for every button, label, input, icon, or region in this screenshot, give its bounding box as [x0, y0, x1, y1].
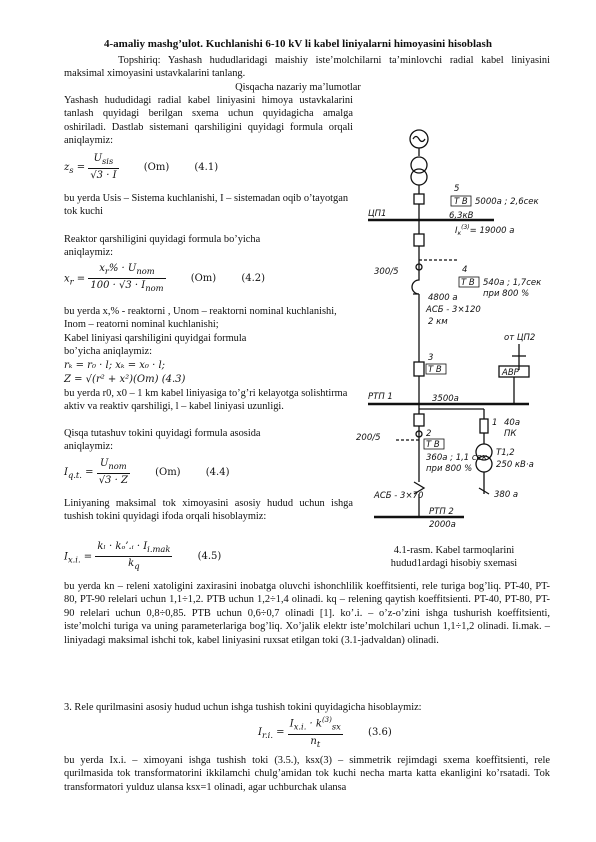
label-ct1: 300/5: [374, 267, 399, 277]
label-len1: 2 км: [428, 317, 448, 327]
page-title: 4-amaliy mashg’ulot. Kuchlanishi 6-10 kV li kabel liniyalarni himoyasini hisoblash: [104, 38, 492, 50]
figure-caption-line1: 4.1-rasm. Kabel tarmoqlarini: [393, 545, 515, 556]
paragraph-2: bu yerda Usis – Sistema kuchlanishi, I – sistemadan oqib o’tayotgan tok kuchi: [64, 193, 349, 218]
formula-4-5: $I_{x.i.}$ = $\frac{k_l \cdot k_o’.ᵢ \cdot I_{i.mak}}{k_q}$ (4.5): [64, 541, 222, 572]
label-tv4: T В: [461, 278, 475, 288]
label-avr: АВР: [502, 368, 519, 378]
formula-4-3a: rₖ = r₀ · l; xₖ = x₀ · l;: [64, 360, 166, 371]
label-bus-cp1: ЦП1: [368, 209, 387, 219]
label-reactor: 4800 а: [428, 293, 458, 303]
label-fuse1: 40а: [504, 418, 521, 428]
formula-3-6: $I_{r.i.}$ = $\frac{I_{x.i.} \cdot k^{(3)}_{sx}}{n_t}$ (3.6): [258, 716, 392, 749]
breaker-3: [414, 362, 424, 376]
label-cable2: АСБ - 3×70: [374, 491, 424, 501]
paragraph-4: bu yerda x,% - reaktorni , Unom – reaktorni nominal kuchlanishi, Inom – reatorni nominal kuchlanishi;: [64, 306, 337, 331]
label-tv5: T В: [454, 197, 468, 207]
label-amp3: 2000а: [429, 520, 456, 530]
paragraph-8: Liniyaning maksimal tok ximoyasini asosiy hudud uchun ishga tushish tokini quyidagi ifoda orqali hisoblaymiz:: [64, 498, 353, 523]
label-cable1: АСБ - 3×120: [426, 305, 481, 315]
formula-4-4: $I_{q.t.}$ = $\frac{U_{nom}}{√3 \cdot Z}$ (Om) (4.4): [64, 458, 230, 487]
label-prot2: 360а ; 1,1 сек: [426, 453, 487, 463]
label-n3: 3: [428, 353, 434, 363]
paragraph-11: bu yerda Ix.i. – ximoyani ishga tushish toki (3.5.), ksx(3) – simmetrik rejimdagi sxema koeffitsienti, rele qurilmasida tok transformatorini ikkilamchi chulg’amidan tok kuchi necha marta katta ekanligini ko’rsatadi. Tok transformatori yulduz ulansa ksx=1 olinadi, agar uchburchak ulansa: [64, 755, 550, 793]
schematic-diagram: [354, 122, 564, 547]
label-bus-rtp2: РТП 2: [429, 507, 454, 517]
breaker-5: [414, 194, 424, 204]
theory-heading: Qisqacha nazariy ma’lumotlar: [235, 82, 361, 93]
label-n4: 4: [462, 265, 468, 275]
breaker-cp1-feeder: [414, 234, 424, 246]
label-prot4b: при 800 %: [483, 289, 530, 299]
label-bus-rtp1: РТП 1: [368, 392, 393, 402]
label-fuse1b: ПК: [504, 429, 517, 439]
formula-4-3b: Z = √(r² + x²)(Om) (4.3): [64, 374, 186, 385]
label-tr12b: 250 кВ·а: [496, 460, 534, 470]
label-prot5: 5000а ; 2,6сек: [475, 197, 539, 207]
label-tr5: 6,3кВ: [449, 211, 474, 221]
paragraph-7: Qisqa tutashuv tokini quyidagi formula asosida aniqlaymiz:: [64, 428, 261, 453]
reactor-symbol: [412, 272, 419, 294]
label-prot2b: при 800 %: [426, 464, 473, 474]
label-from-cp2: от ЦП2: [504, 333, 536, 343]
label-tr12: T1,2: [496, 448, 515, 458]
breaker-2: [414, 414, 424, 426]
figure-caption: [356, 544, 552, 571]
paragraph-5: Kabel liniyasi qarshiligini quyidgai formula bo’yicha aniqlaymiz:: [64, 333, 247, 358]
formula-4-1: $z_s$ = $\frac{U_{sis}}{√3 \cdot I}$ (Om) (4.1): [64, 153, 219, 182]
label-tv2: T В: [426, 440, 440, 450]
label-tv3: T В: [428, 365, 442, 375]
intro-paragraph: Yashash hududidagi radial kabel liniyasini himoya ustavkalarini tanlash quyidagi berilgan sxema uchun quyidagicha amalga oshiriladi. Dastlab sistemani qarshiligini quyidagi formula orqali aniqlaymiz:: [64, 95, 353, 147]
label-ct2: 200/5: [356, 433, 381, 443]
paragraph-9: bu yerda kn – releni xatoligini zaxirasini inobatga oluvchi ishonchlilik koeffitsienti, rele turiga bog’liq. PT-40, PT-80, PT-90 relelari uchun 1,1÷1,2. PTB uchun 1,2÷1,4 olinadi. kq – relening qaytish koeffitsienti. PT-40, PT-80, PT-90 relelari uchun 0,8÷0,85. PTB uchun 0,6÷0,7 olinadi [1]. ko’.i. – o’z-o’zini ishga tushurish koeffitsienti, iste’molchi turiga va uning parameterlariga bog’liq. Xo’jalik elektr iste’molchilari uchun 1,1÷1,2 olinadi. Ii.mak. – liniyadagi maksimal ishchi tok, kabel liniyasini ruxsat etilgan toki (3.1-jadvaldan) olinadi.: [64, 581, 550, 646]
label-prot4: 540а ; 1,7сек: [483, 278, 542, 288]
label-amp2: 3500а: [432, 394, 459, 404]
formula-4-2: $x_r$ = $\frac{x_r\% \cdot U_{nom}}{100 \cdot √3 \cdot I_{nom}}$ (Om) (4.2): [64, 263, 266, 294]
label-n2: 2: [426, 429, 432, 439]
paragraph-10: 3. Rele qurilmasini asosiy hudud uchun ishga tushish tokini quyidagicha hisoblaymiz:: [64, 702, 422, 713]
task-paragraph: Topshiriq: Yashash hududlaridagi maishiy iste’molchilarni ta’minlovchi radial kabel liniyasini maksimal ximoyasini ustavkalarini tanlang.: [64, 55, 550, 80]
figure-caption-line2: hudud1ardagi hisobiy sxemasi: [390, 558, 518, 570]
transformer-t5-secondary: [411, 169, 427, 185]
label-isc: $I_к^{(3)}= 19000$ а: [455, 224, 515, 237]
label-n1: 1: [492, 418, 498, 428]
paragraph-3: Reaktor qarshiligini quyidagi formula bo’yicha aniqlaymiz:: [64, 234, 261, 259]
paragraph-6: bu yerda r0, x0 – 1 km kabel liniyasiga to’g’ri kelayotga solishtirma aktiv va reaktiv qarshiligi, l – kabel liniyasi uzunligi.: [64, 388, 348, 413]
label-load: 380 а: [494, 490, 519, 500]
fuse-1: [480, 419, 488, 433]
label-n5: 5: [454, 184, 460, 194]
